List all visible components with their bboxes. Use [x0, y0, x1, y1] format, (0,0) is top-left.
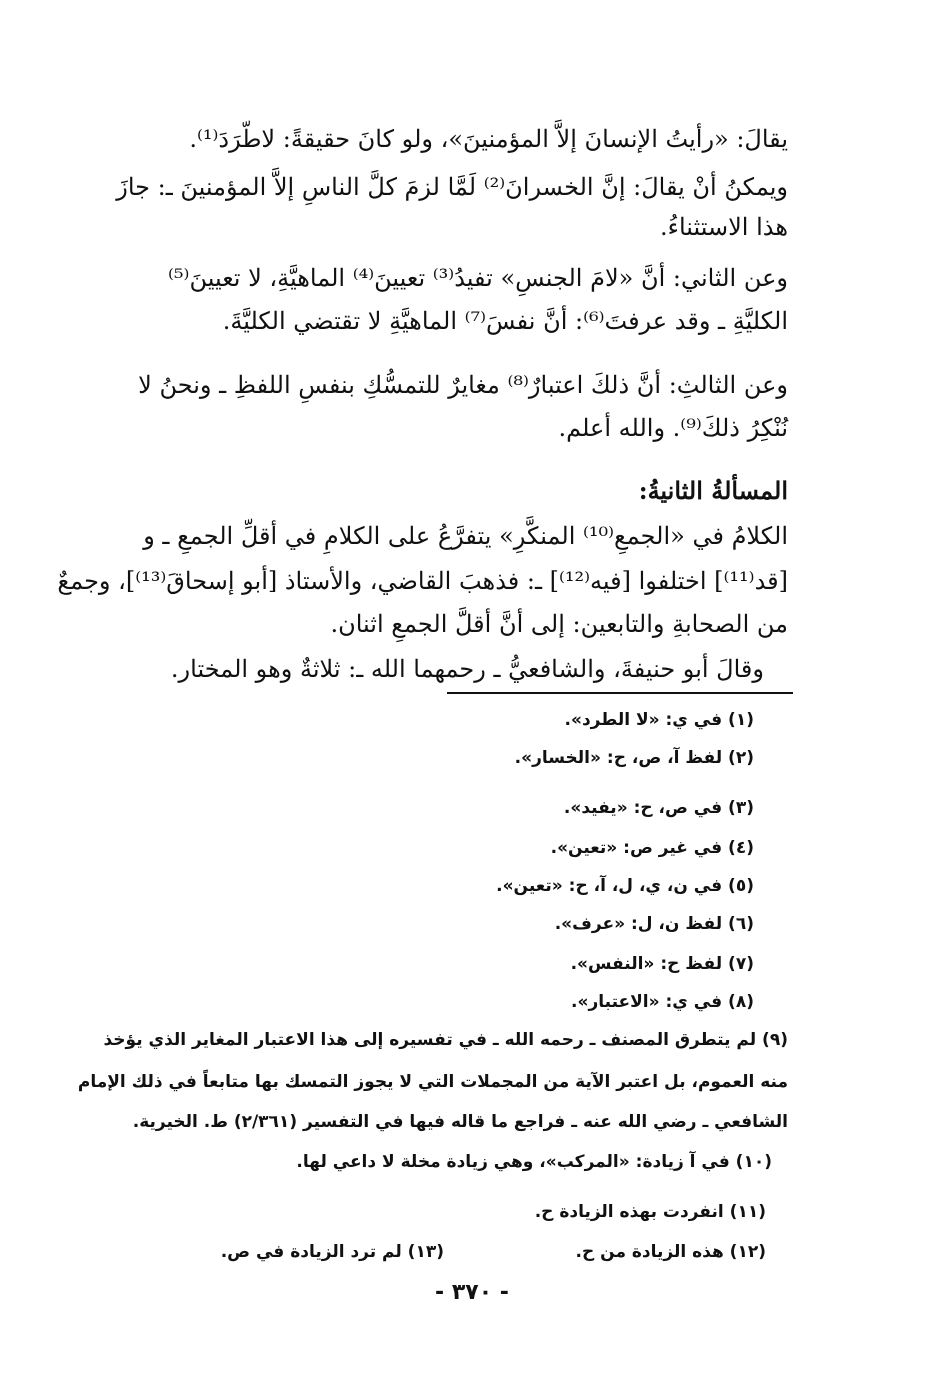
main-text-line: وعن الثالثِ: أنَّ ذلكَ اعتبارٌ⁽⁸⁾ مغايرٌ للتمسُّكِ بنفسِ اللفظِ ـ ونحنُ لا: [138, 371, 788, 399]
main-text-line: يقالَ: «رأيتُ الإنسانَ إلاَّ المؤمنينَ»، ولو كانَ حقيقةً: لاطّرَدَ⁽¹⁾.: [189, 125, 788, 153]
footnote: (٩) لم يتطرق المصنف ـ رحمه الله ـ في تفسيره إلى هذا الاعتبار المغاير الذي يؤخذ: [103, 1030, 788, 1050]
main-text-line: وعن الثاني: أنَّ «لامَ الجنسِ» تفيدُ⁽³⁾ تعيينَ⁽⁴⁾ الماهيَّةِ، لا تعيينَ⁽⁵⁾: [168, 264, 788, 292]
footnote: (٦) لفظ ن، ل: «عرف».: [554, 914, 754, 934]
footnote: (٥) في ن، ي، ل، آ، ح: «تعين».: [496, 876, 754, 896]
footnote: منه العموم، بل اعتبر الآية من المجملات التي لا يجوز التمسك بها متابعاً في ذلك الإمام: [77, 1072, 788, 1092]
footnote: (١٢) هذه الزيادة من ح.: [575, 1242, 766, 1262]
main-text-line: الكليَّةِ ـ وقد عرفتَ⁽⁶⁾: أنَّ نفسَ⁽⁷⁾ الماهيَّةِ لا تقتضي الكليَّةَ.: [222, 307, 788, 335]
footnote: (٢) لفظ آ، ص، ح: «الخسار».: [514, 748, 754, 768]
main-text-line: وقالَ أبو حنيفةَ، والشافعيُّ ـ رحمهما الله ـ: ثلاثةٌ وهو المختار.: [170, 655, 764, 683]
footnote: (١٠) في آ زيادة: «المركب»، وهي زيادة مخلة لا داعي لها.: [296, 1152, 772, 1172]
footnote: (٨) في ي: «الاعتبار».: [571, 992, 754, 1012]
main-text-line: نُنْكِرُ ذلكَ⁽⁹⁾. والله أعلم.: [558, 414, 788, 442]
footnote-separator: [447, 692, 793, 694]
main-text-line: هذا الاستثناءُ.: [660, 213, 788, 241]
footnote: (٧) لفظ ح: «النفس».: [570, 954, 754, 974]
footnote: (٣) في ص، ح: «يفيد».: [563, 798, 754, 818]
footnote: (٤) في غير ص: «تعين».: [550, 838, 754, 858]
main-text-line: [قد⁽¹¹⁾] اختلفوا [فيه⁽¹²⁾] ـ: فذهبَ القاضي، والأستاذ [أبو إسحاقَ⁽¹³⁾]، وجمعٌ: [57, 567, 788, 595]
main-text-line: الكلامُ في «الجمعِ⁽¹⁰⁾ المنكَّرِ» يتفرَّعُ على الكلامِ في أقلِّ الجمعِ ـ و: [143, 522, 788, 550]
footnote: (١) في ي: «لا الطرد».: [564, 710, 754, 730]
main-text-line: ويمكنُ أنْ يقالَ: إنَّ الخسرانَ⁽²⁾ لَمَّا لزمَ كلَّ الناسِ إلاَّ المؤمنينَ ـ: جازَ: [116, 173, 788, 201]
footnote: (١١) انفردت بهذه الزيادة ح.: [534, 1202, 766, 1222]
footnote: الشافعي ـ رضي الله عنه ـ فراجع ما قاله فيها في التفسير (٢/٣٦١) ط. الخيرية.: [132, 1112, 788, 1132]
main-text-line: من الصحابةِ والتابعين: إلى أنَّ أقلَّ الجمعِ اثنان.: [330, 610, 788, 638]
footnote: (١٣) لم ترد الزيادة في ص.: [220, 1242, 444, 1262]
section-heading: المسألةُ الثانيةُ:: [638, 476, 788, 505]
page-number: - ٣٧٠ -: [435, 1280, 509, 1305]
